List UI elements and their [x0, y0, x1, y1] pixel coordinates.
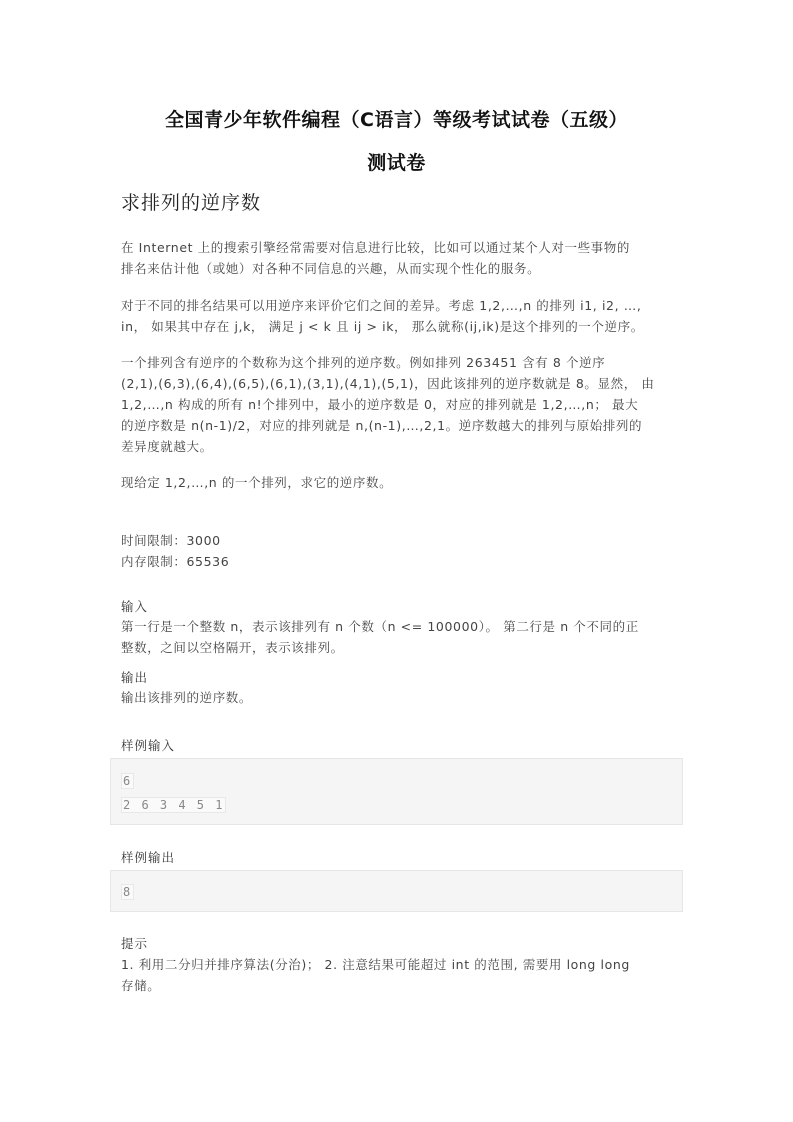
description-paragraph-2: 对于不同的排名结果可以用逆序来评价它们之间的差异。考虑 1,2,…,n 的排列 i1, i2, …, in， 如果其中存在 j,k， 满足 j < k 且 ij > ik， 那么就称(ij,ik)是这个排列的一个逆序。 — [121, 298, 644, 334]
description-paragraph-1: 在 Internet 上的搜索引擎经常需要对信息进行比较，比如可以通过某个人对一些事物的 排名来估计他（或她）对各种不同信息的兴趣，从而实现个性化的服务。 — [121, 240, 630, 276]
time-limit: 时间限制：3000 — [121, 533, 221, 548]
input-description: 第一行是一个整数 n，表示该排列有 n 个数（n <= 100000）。 第二行是 n 个不同的正 整数，之间以空格隔开，表示该排列。 — [121, 619, 639, 655]
sample-output-box — [110, 870, 683, 912]
exam-title: 全国青少年软件编程（C语言）等级考试试卷（五级） — [165, 109, 628, 131]
sample-output-line: 8 — [123, 885, 133, 899]
sample-input-label: 样例输入 — [121, 738, 176, 753]
sample-output-label: 样例输出 — [121, 850, 176, 865]
description-paragraph-4: 现给定 1,2,…,n 的一个排列，求它的逆序数。 — [121, 475, 393, 490]
hint-label: 提示 — [121, 936, 149, 951]
input-label: 输入 — [121, 599, 149, 614]
hint-text: 1. 利用二分归并排序算法(分治)； 2. 注意结果可能超过 int 的范围, 需要用 long long 存储。 — [121, 957, 630, 993]
limits-block — [121, 530, 681, 572]
output-description: 输出该排列的逆序数。 — [121, 690, 253, 705]
memory-limit: 内存限制：65536 — [121, 554, 230, 569]
sample-input-line-2: 2 6 3 4 5 1 — [123, 798, 225, 812]
sample-input-line-1: 6 — [123, 774, 133, 788]
description-paragraph-3: 一个排列含有逆序的个数称为这个排列的逆序数。例如排列 263451 含有 8 个逆序 (2,1),(6,3),(6,4),(6,5),(6,1),(3,1),(4,1),(5,1)，因此该排列的逆序数就是 8。显然， 由 1,2,…,n 构成的所有 n!个排列中，最小的逆序数是 0，对应的排列就是 1,2,…,n； 最大 的逆序数是 n(n-1)/2，对应的排列就是 n,(n-1),…,2,1。逆序数越大的排列与原始排列的 差异度就越大。 — [121, 355, 655, 454]
sample-input-box — [110, 758, 683, 825]
output-label: 输出 — [121, 670, 149, 685]
exam-subtitle: 测试卷 — [367, 152, 426, 174]
problem-title: 求排列的逆序数 — [121, 192, 262, 214]
